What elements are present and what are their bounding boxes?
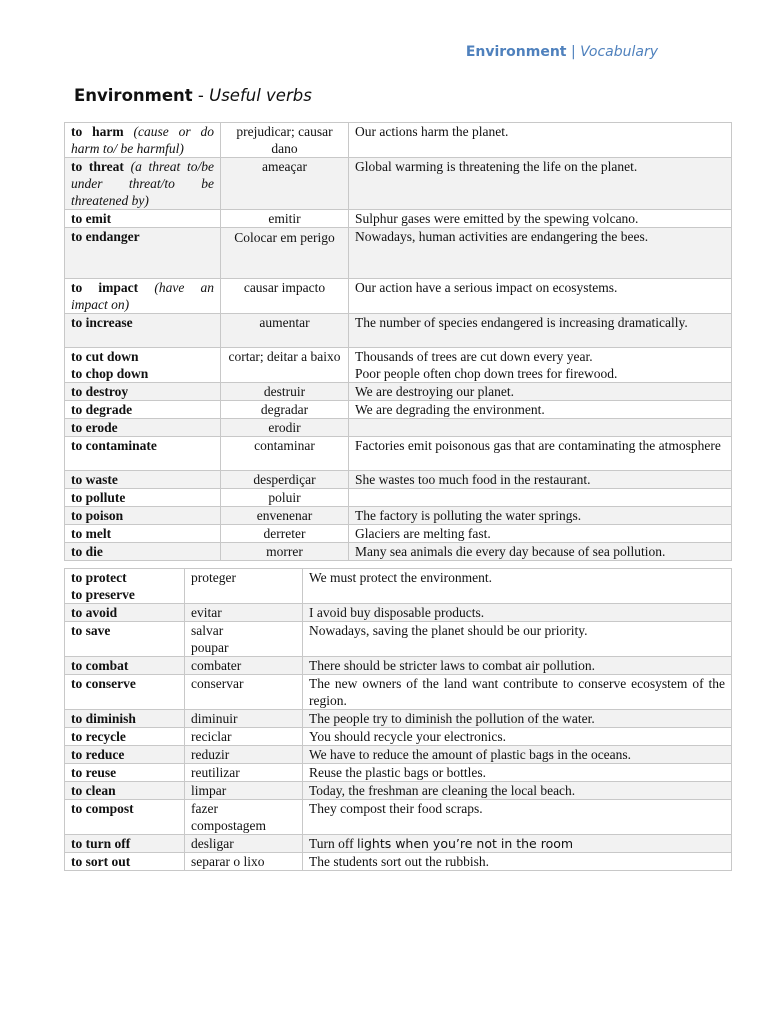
table-row xyxy=(65,401,732,419)
verb: to threat xyxy=(71,159,124,174)
example-cell: Factories emit poisonous gas that are contaminating the atmosphere xyxy=(349,437,732,471)
table-row xyxy=(65,419,732,437)
table-row xyxy=(65,569,732,604)
translation-cell: morrer xyxy=(221,543,349,561)
translation-cell: separar o lixo xyxy=(185,853,303,871)
verb-cell xyxy=(65,123,221,158)
table-row xyxy=(65,507,732,525)
translation-cell: causar impacto xyxy=(221,279,349,314)
verb-cell: to die xyxy=(65,543,221,561)
verb-cell: to compost xyxy=(65,800,185,835)
example-cell: We have to reduce the amount of plastic bags in the oceans. xyxy=(303,746,732,764)
translation-cell: aumentar xyxy=(221,314,349,348)
example-cell: Global warming is threatening the life on the planet. xyxy=(349,158,732,210)
page-header xyxy=(466,44,658,60)
verb-cell: to poison xyxy=(65,507,221,525)
verb: to impact xyxy=(71,280,139,295)
table-row xyxy=(65,123,732,158)
table-row xyxy=(65,675,732,710)
example-alt: Poor people often chop down trees for firewood. xyxy=(355,366,618,381)
title-subtitle: Useful verbs xyxy=(209,86,312,105)
example-rest: lights when you’re not in the room xyxy=(357,836,574,851)
title-main: Environment xyxy=(74,86,193,105)
table-row xyxy=(65,228,732,279)
verb-cell: to reuse xyxy=(65,764,185,782)
verb-cell: to avoid xyxy=(65,604,185,622)
example: Thousands of trees are cut down every year. xyxy=(355,349,593,364)
example-cell: The students sort out the rubbish. xyxy=(303,853,732,871)
verb-cell xyxy=(65,569,185,604)
example-cell: Nowadays, human activities are endangering the bees. xyxy=(349,228,732,279)
verb-cell: to erode xyxy=(65,419,221,437)
verb-cell: to waste xyxy=(65,471,221,489)
table-row xyxy=(65,158,732,210)
translation-cell: Colocar em perigo xyxy=(221,228,349,279)
translation-cell xyxy=(185,622,303,657)
translation-cell: reciclar xyxy=(185,728,303,746)
table-row xyxy=(65,489,732,507)
verb-alt: to preserve xyxy=(71,587,135,602)
table-row xyxy=(65,746,732,764)
example-cell: You should recycle your electronics. xyxy=(303,728,732,746)
table-row xyxy=(65,543,732,561)
translation-cell: erodir xyxy=(221,419,349,437)
table-row xyxy=(65,437,732,471)
translation-cell: limpar xyxy=(185,782,303,800)
verbs-table-2 xyxy=(64,568,732,871)
example-cell: The number of species endangered is increasing dramatically. xyxy=(349,314,732,348)
verb: to harm xyxy=(71,124,124,139)
table-row xyxy=(65,383,732,401)
example-cell xyxy=(349,489,732,507)
table-row xyxy=(65,853,732,871)
table-row xyxy=(65,604,732,622)
table-row xyxy=(65,348,732,383)
translation-cell: proteger xyxy=(185,569,303,604)
verb-cell: to recycle xyxy=(65,728,185,746)
header-separator: | xyxy=(570,44,576,60)
translation-cell: desperdiçar xyxy=(221,471,349,489)
verb-cell: to save xyxy=(65,622,185,657)
example: Turn off xyxy=(309,836,358,851)
example-cell: We must protect the environment. xyxy=(303,569,732,604)
verb-cell: to destroy xyxy=(65,383,221,401)
verb-cell: to endanger xyxy=(65,228,221,279)
verb-cell: to pollute xyxy=(65,489,221,507)
verb: to cut down xyxy=(71,349,139,364)
example-cell: We are destroying our planet. xyxy=(349,383,732,401)
page-title xyxy=(74,86,312,105)
example-cell: The people try to diminish the pollution of the water. xyxy=(303,710,732,728)
example-cell: The factory is polluting the water springs. xyxy=(349,507,732,525)
example-cell: The new owners of the land want contribute to conserve ecosystem of the region. xyxy=(303,675,732,710)
table-row xyxy=(65,710,732,728)
example-cell xyxy=(349,419,732,437)
table-row xyxy=(65,835,732,853)
translation-cell: derreter xyxy=(221,525,349,543)
translation-cell: reutilizar xyxy=(185,764,303,782)
translation-cell: contaminar xyxy=(221,437,349,471)
verb-cell: to sort out xyxy=(65,853,185,871)
example-cell: There should be stricter laws to combat air pollution. xyxy=(303,657,732,675)
example-cell: Our action have a serious impact on ecosystems. xyxy=(349,279,732,314)
verb-cell: to clean xyxy=(65,782,185,800)
verb-cell xyxy=(65,348,221,383)
verb-cell: to emit xyxy=(65,210,221,228)
verb-cell xyxy=(65,279,221,314)
header-title: Environment xyxy=(465,44,567,60)
example-cell xyxy=(303,835,732,853)
table-row xyxy=(65,210,732,228)
example-cell: We are degrading the environment. xyxy=(349,401,732,419)
translation: salvar xyxy=(191,623,224,638)
translation-alt: poupar xyxy=(191,640,229,655)
table-row xyxy=(65,525,732,543)
verb-cell: to increase xyxy=(65,314,221,348)
verb-cell: to combat xyxy=(65,657,185,675)
translation-cell: diminuir xyxy=(185,710,303,728)
translation-cell: conservar xyxy=(185,675,303,710)
translation-cell: degradar xyxy=(221,401,349,419)
example-cell: Many sea animals die every day because of sea pollution. xyxy=(349,543,732,561)
translation-cell: reduzir xyxy=(185,746,303,764)
example-cell: She wastes too much food in the restaurant. xyxy=(349,471,732,489)
translation-cell: ameaçar xyxy=(221,158,349,210)
translation-cell: poluir xyxy=(221,489,349,507)
table-row xyxy=(65,622,732,657)
table-row xyxy=(65,800,732,835)
translation-cell: destruir xyxy=(221,383,349,401)
table-row xyxy=(65,764,732,782)
verb-cell: to diminish xyxy=(65,710,185,728)
verb-cell: to melt xyxy=(65,525,221,543)
example-cell: Glaciers are melting fast. xyxy=(349,525,732,543)
example-cell: Reuse the plastic bags or bottles. xyxy=(303,764,732,782)
translation-cell: prejudicar; causar dano xyxy=(221,123,349,158)
verb-note: (cause or do harm to/ be harmful) xyxy=(71,124,214,156)
verb-cell: to conserve xyxy=(65,675,185,710)
example-cell: I avoid buy disposable products. xyxy=(303,604,732,622)
translation-cell: cortar; deitar a baixo xyxy=(221,348,349,383)
example-cell xyxy=(349,348,732,383)
verb-cell: to turn off xyxy=(65,835,185,853)
verb-cell: to reduce xyxy=(65,746,185,764)
verb-cell: to degrade xyxy=(65,401,221,419)
translation-cell: desligar xyxy=(185,835,303,853)
verbs-table-1 xyxy=(64,122,732,561)
table-row xyxy=(65,471,732,489)
translation-cell: evitar xyxy=(185,604,303,622)
example-cell: Today, the freshman are cleaning the local beach. xyxy=(303,782,732,800)
table-row xyxy=(65,657,732,675)
verb-cell xyxy=(65,158,221,210)
example-cell: Sulphur gases were emitted by the spewing volcano. xyxy=(349,210,732,228)
verb-cell: to contaminate xyxy=(65,437,221,471)
header-subtitle: Vocabulary xyxy=(580,44,658,60)
table-row xyxy=(65,782,732,800)
translation-cell: envenenar xyxy=(221,507,349,525)
table-row xyxy=(65,314,732,348)
example-cell: Nowadays, saving the planet should be our priority. xyxy=(303,622,732,657)
verb-alt: to chop down xyxy=(71,366,149,381)
translation-cell: emitir xyxy=(221,210,349,228)
verb-note: (have an impact on) xyxy=(71,280,214,312)
example-cell: They compost their food scraps. xyxy=(303,800,732,835)
title-dash: - xyxy=(192,86,210,105)
verb: to protect xyxy=(71,570,127,585)
translation-cell: combater xyxy=(185,657,303,675)
example-cell: Our actions harm the planet. xyxy=(349,123,732,158)
table-row xyxy=(65,728,732,746)
translation-cell: fazer compostagem xyxy=(185,800,303,835)
table-row xyxy=(65,279,732,314)
verb-note: (a threat to/be under threat/to be threatened by) xyxy=(71,159,214,208)
